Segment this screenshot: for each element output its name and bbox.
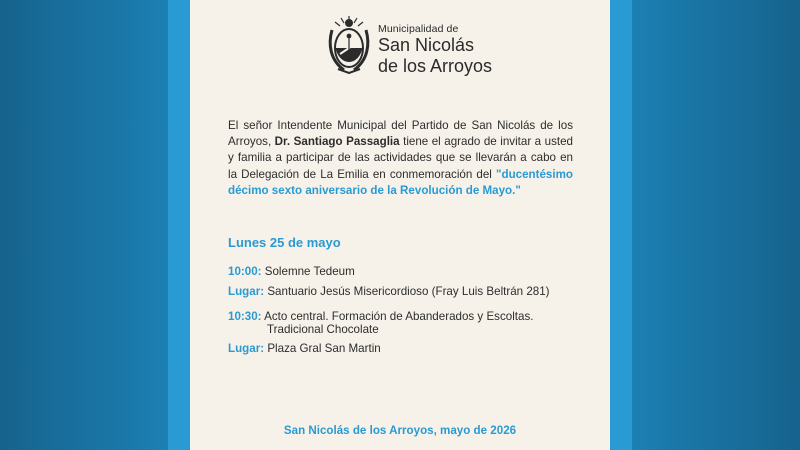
intro-part2: tiene el agrado de invitar a usted y familia a participar de las actividades que se llevarán a cabo en la Delegación de La Emilia en conmemoración del — [228, 135, 573, 181]
signature-footer: San Nicolás de los Arroyos, mayo de 2026 — [283, 424, 517, 437]
event-description: Tradicional Chocolate — [267, 323, 379, 336]
accent-stripe-left — [168, 0, 190, 450]
logo-title-line1: San Nicolás — [378, 35, 475, 55]
invitation-text — [228, 118, 573, 199]
intro-part1: El señor Intendente Municipal del Partido de San Nicolás de los Arroyos, — [228, 119, 573, 149]
event-time-label: 10:30: — [228, 310, 262, 323]
location-label: Lugar: — [228, 342, 265, 355]
event-location-1 — [228, 284, 550, 299]
event-location-2 — [228, 341, 381, 356]
event-date: Lunes 25 de mayo — [228, 235, 341, 250]
event-time-2-continued — [267, 322, 379, 337]
event-description: Acto central. Formación de Abanderados y Escoltas. — [264, 310, 534, 323]
municipal-logo — [326, 14, 493, 76]
event-time-label: 10:00: — [228, 265, 262, 278]
location-label: Lugar: — [228, 285, 265, 298]
logo-title — [378, 35, 492, 77]
logo-subtitle: Municipalidad de — [378, 23, 459, 35]
invitation-card — [190, 0, 610, 450]
anniversary-quote: "ducentésimo décimo sexto aniversario de la Revolución de Mayo." — [228, 167, 573, 197]
logo-title-line2: de los Arroyos — [378, 56, 493, 76]
event-description: Solemne Tedeum — [264, 265, 355, 278]
mayor-name: Dr. Santiago Passaglia — [274, 135, 400, 149]
location-text: Plaza Gral San Martin — [267, 342, 381, 355]
event-time-1 — [228, 264, 355, 279]
coat-of-arms-icon — [326, 14, 372, 74]
location-text: Santuario Jesús Misericordioso (Fray Luis Beltrán 281) — [267, 285, 550, 298]
accent-stripe-right — [610, 0, 632, 450]
